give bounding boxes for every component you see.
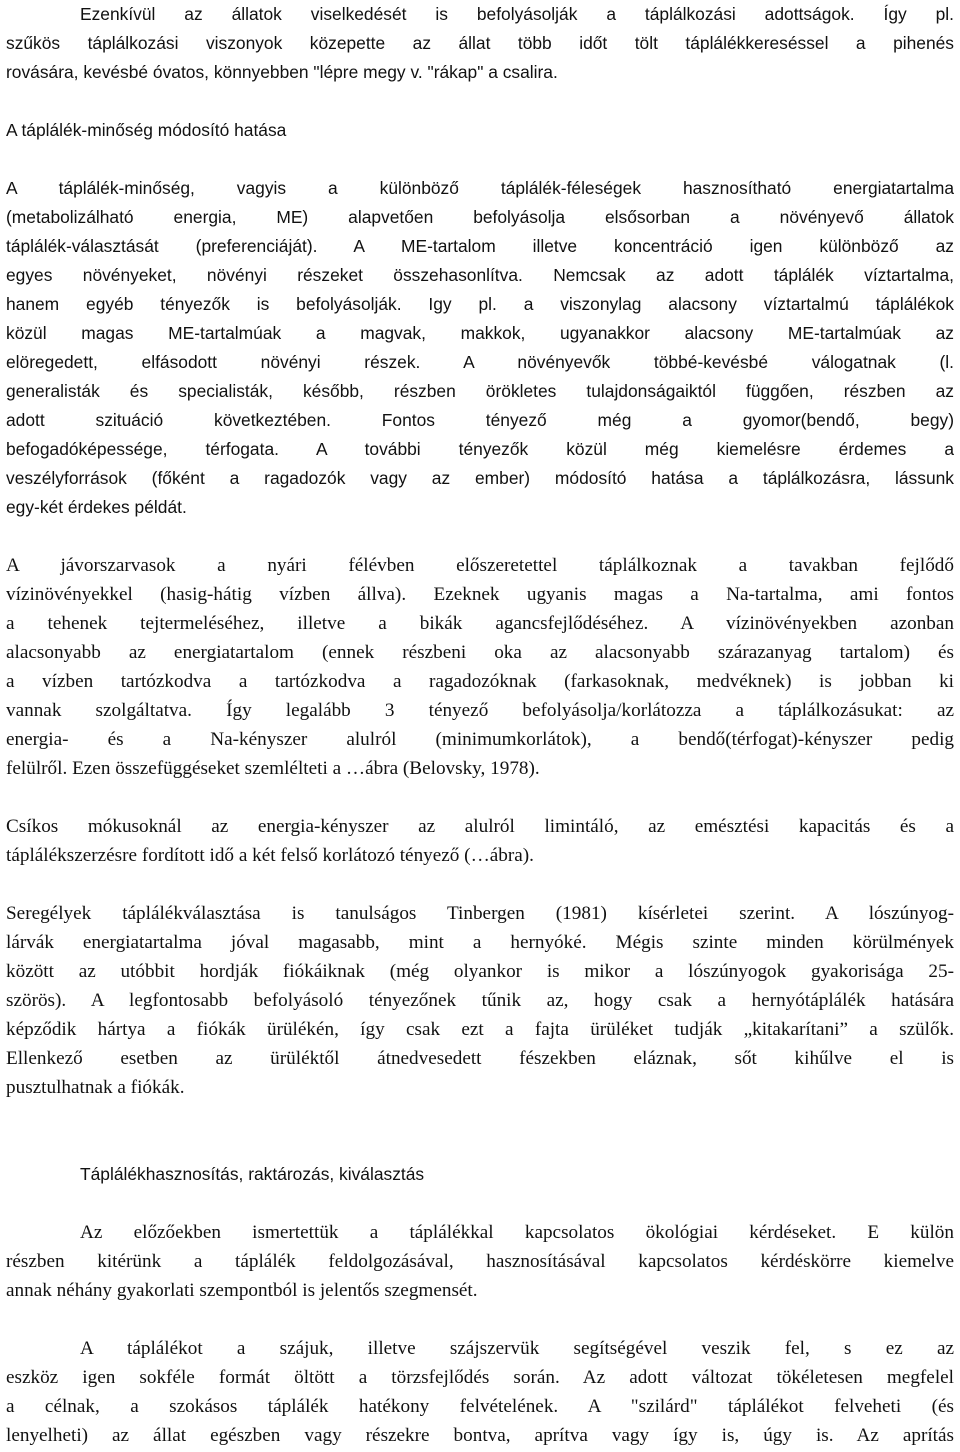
section-title: A táplálék-minőség módosító hatása bbox=[6, 120, 287, 140]
text-line: részben kitérünk a táplálék feldolgozásával, hasznosításával kapcsolatos kérdéskörre kiemelve bbox=[6, 1251, 954, 1272]
text-line: között az utóbbit hordják fiókáiknak (még olyankor is mikor a lószúnyogok gyakorisága 25- bbox=[6, 961, 954, 982]
section-heading-utilization bbox=[6, 1160, 954, 1189]
paragraph-starling bbox=[6, 899, 954, 1102]
text-line: a tehenek tejtermeléséhez, illetve a bikák agancsfejlődéséhez. A vízinövényekben azonban bbox=[6, 613, 954, 634]
text-line: Csíkos mókusoknál az energia-kényszer az alulról limintáló, az emésztési kapacitás és a bbox=[6, 816, 954, 837]
text-line: lenyelheti) az állat egészben vagy részekre bontva, aprítva vagy így is, úgy is. Az aprítás bbox=[6, 1425, 954, 1446]
text-line: lárvák energiatartalma jóval magasabb, mint a hernyóké. Mégis szinte minden körülmények bbox=[6, 932, 954, 953]
text-line: Seregélyek táplálékválasztása is tanulságos Tinbergen (1981) kísérletei szerint. A lószúnyog- bbox=[6, 903, 954, 924]
text-line: veszélyforrások (főként a ragadozók vagy az ember) módosító hatása a táplálkozásra, lássunk bbox=[6, 468, 954, 488]
intro-paragraph bbox=[6, 0, 954, 87]
text-line: rovására, kevésbé óvatos, könnyebben "lépre megy v. "rákap" a csalira. bbox=[6, 62, 558, 82]
paragraph-moose bbox=[6, 551, 954, 783]
text-line: szörös). A legfontosabb befolyásoló tényezőnek tűnik az, hogy csak a hernyótáplálék hatására bbox=[6, 990, 954, 1011]
text-line: Az előzőekben ismertettük a táplálékkal kapcsolatos ökológiai kérdéseket. E külön bbox=[80, 1222, 954, 1243]
paragraph-chipmunk bbox=[6, 812, 954, 870]
text-line: szűkös táplálkozási viszonyok közepette az állat több időt tölt táplálékkereséssel a pihenés bbox=[6, 33, 954, 53]
text-line: generalisták és specialisták, később, részben örökletes tulajdonságaiktól függően, részben az bbox=[6, 381, 954, 401]
text-line: vízinövényekkel (hasig-hátig vízben állva). Ezeknek ugyanis magas a Na-tartalma, ami fontos bbox=[6, 584, 954, 605]
paragraph-mouthparts bbox=[6, 1334, 954, 1450]
text-line: alacsonyabb az energiatartalom (ennek részbeni oka az alacsonyabb szárazanyag tartalom) és bbox=[6, 642, 954, 663]
section-title: Táplálékhasznosítás, raktározás, kiválasztás bbox=[80, 1164, 425, 1184]
text-line: közül magas ME-tartalmúak a magvak, makkok, ugyanakkor alacsony ME-tartalmúak az bbox=[6, 323, 954, 343]
text-line: A jávorszarvasok a nyári félévben előszeretettel táplálkoznak a tavakban fejlődő bbox=[6, 555, 954, 576]
text-line: annak néhány gyakorlati szempontból is jelentős szegmensét. bbox=[6, 1280, 478, 1301]
text-line: Ezenkívül az állatok viselkedését is befolyásolják a táplálkozási adottságok. Így pl. bbox=[80, 4, 954, 24]
text-line: hanem egyéb tényezők is befolyásolják. Igy pl. a viszonylag alacsony víztartalmú táplálékok bbox=[6, 294, 954, 314]
text-line: energia- és a Na-kényszer alulról (minimumkorlátok), a bendő(térfogat)-kényszer pedig bbox=[6, 729, 954, 750]
text-line: A táplálékot a szájuk, illetve szájszervük segítségével veszik fel, s ez az bbox=[80, 1338, 954, 1359]
text-line: eszköz igen sokféle formát öltött a törzsfejlődés során. Az adott változat tökéletesen megfelel bbox=[6, 1367, 954, 1388]
text-line: táplálékszerzésre fordított idő a két felső korlátozó tényező (…ábra). bbox=[6, 845, 534, 866]
text-line: A táplálék-minőség, vagyis a különböző táplálék-féleségek hasznosítható energiatartalma bbox=[6, 178, 954, 198]
text-line: felülről. Ezen összefüggéseket szemlélteti a …ábra (Belovsky, 1978). bbox=[6, 758, 540, 779]
text-line: (metabolizálható energia, ME) alapvetően befolyásolja elsősorban a növényevő állatok bbox=[6, 207, 954, 227]
text-line: egyes növényeket, növényi részeket összehasonlítva. Nemcsak az adott táplálék víztartalma, bbox=[6, 265, 954, 285]
section-heading-quality bbox=[6, 116, 954, 145]
text-line: befogadóképessége, térfogata. A további tényezők közül még kiemelésre érdemes a bbox=[6, 439, 954, 459]
text-line: egy-két érdekes példát. bbox=[6, 497, 187, 517]
text-line: adott szituáció következtében. Fontos tényező még a gyomor(bendő, begy) bbox=[6, 410, 954, 430]
text-line: a vízben tartózkodva a tartózkodva a ragadozóknak (farkasoknak, medvéknek) is jobban ki bbox=[6, 671, 954, 692]
text-line: elöregedett, elfásodott növényi részek. A növényevők többé-kevésbé válogatnak (l. bbox=[6, 352, 954, 372]
paragraph-quality bbox=[6, 174, 954, 522]
paragraph-intro-processing bbox=[6, 1218, 954, 1305]
text-line: vannak szolgáltatva. Így legalább 3 tényező befolyásolja/korlátozza a táplálkozásukat: az bbox=[6, 700, 954, 721]
text-line: táplálék-választását (preferenciáját). A ME-tartalom illetve koncentráció igen különböző az bbox=[6, 236, 954, 256]
text-line: Ellenkező esetben az ürüléktől átnedvesedett fészekben eláznak, sőt kihűlve el is bbox=[6, 1048, 954, 1069]
text-line: a célnak, a szokásos táplálék hatékony felvételének. A "szilárd" táplálékot felveheti (és bbox=[6, 1396, 954, 1417]
text-line: képződik hártya a fiókák ürülékén, így csak ezt a fajta ürüléket tudják „kitakarítani” a szülők. bbox=[6, 1019, 954, 1040]
text-line: pusztulhatnak a fiókák. bbox=[6, 1077, 185, 1098]
